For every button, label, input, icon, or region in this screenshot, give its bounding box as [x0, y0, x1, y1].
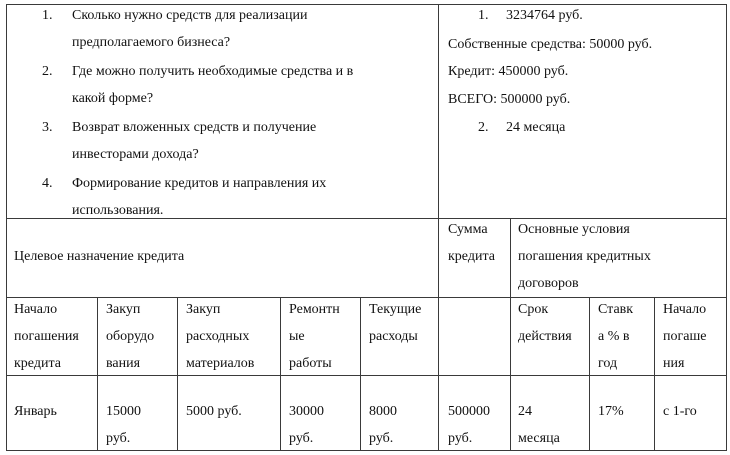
- amount-header-line-2: кредита: [448, 249, 495, 264]
- column-header-rate: Ставк: [598, 302, 634, 317]
- column-header-equipment: Закуп: [106, 302, 141, 317]
- cell-equipment: 15000: [106, 404, 141, 419]
- column-divider: [280, 297, 281, 451]
- table-border-right: [726, 4, 727, 451]
- column-header-equipment: вания: [106, 356, 141, 371]
- cell-current-expenses: 8000: [369, 404, 397, 419]
- question-4-line-2: использования.: [72, 203, 164, 218]
- cell-repairs: руб.: [289, 431, 314, 446]
- column-header-rate: а % в: [598, 329, 630, 344]
- table-border-left: [6, 4, 7, 451]
- answer-1-value: 3234764 руб.: [506, 8, 583, 23]
- column-header-materials: Закуп: [186, 302, 221, 317]
- total-text: ВСЕГО: 500000 руб.: [448, 92, 571, 107]
- question-4-number: 4.: [42, 176, 53, 191]
- column-header-repayment: Начало: [663, 302, 707, 317]
- column-header-current-expenses: Текущие: [369, 302, 422, 317]
- column-header-repayment-start: кредита: [14, 356, 61, 371]
- column-header-equipment: оборудо: [106, 329, 155, 344]
- column-header-repairs: ые: [289, 329, 305, 344]
- cell-current-expenses: руб.: [369, 431, 394, 446]
- question-4-line-1: Формирование кредитов и направления их: [72, 176, 327, 191]
- column-header-materials: расходных: [186, 329, 250, 344]
- question-1-number: 1.: [42, 8, 53, 23]
- question-3-line-2: инвесторами дохода?: [72, 147, 199, 162]
- question-2-number: 2.: [42, 64, 53, 79]
- column-header-materials: материалов: [186, 356, 255, 371]
- question-1-line-1: Сколько нужно средств для реализации: [72, 8, 308, 23]
- cell-credit-amount: руб.: [448, 431, 473, 446]
- answer-2-value: 24 месяца: [506, 120, 566, 135]
- column-header-current-expenses: расходы: [369, 329, 418, 344]
- conditions-header-line-1: Основные условия: [518, 222, 630, 237]
- column-divider: [177, 297, 178, 451]
- column-header-repayment: погаше: [663, 329, 707, 344]
- question-3-number: 3.: [42, 120, 53, 135]
- cell-materials: 5000 руб.: [186, 404, 242, 419]
- column-divider: [654, 297, 655, 451]
- answer-2-number: 2.: [478, 120, 489, 135]
- answer-1-number: 1.: [478, 8, 489, 23]
- cell-repairs: 30000: [289, 404, 324, 419]
- question-1-line-2: предполагаемого бизнеса?: [72, 35, 231, 50]
- own-funds-text: Собственные средства: 50000 руб.: [448, 37, 653, 52]
- cell-term: месяца: [518, 431, 560, 446]
- credit-text: Кредит: 450000 руб.: [448, 64, 569, 79]
- table-divider-conditions: [510, 218, 511, 451]
- column-header-repayment: ния: [663, 356, 685, 371]
- table-divider-answers: [438, 4, 439, 451]
- column-header-term: Срок: [518, 302, 549, 317]
- question-2-line-1: Где можно получить необходимые средства и в: [72, 64, 354, 79]
- question-2-line-2: какой форме?: [72, 91, 154, 106]
- column-header-repayment-start: Начало: [14, 302, 58, 317]
- column-header-rate: год: [598, 356, 618, 371]
- column-divider: [589, 297, 590, 451]
- column-divider: [97, 297, 98, 451]
- cell-repayment-start: Январь: [14, 404, 57, 419]
- cell-equipment: руб.: [106, 431, 131, 446]
- amount-header-line-1: Сумма: [448, 222, 488, 237]
- purpose-header: Целевое назначение кредита: [14, 249, 185, 264]
- cell-rate: 17%: [598, 404, 624, 419]
- cell-term: 24: [518, 404, 532, 419]
- column-header-term: действия: [518, 329, 572, 344]
- question-3-line-1: Возврат вложенных средств и получение: [72, 120, 317, 135]
- column-divider: [360, 297, 361, 451]
- column-header-repairs: работы: [289, 356, 332, 371]
- column-header-repairs: Ремонтн: [289, 302, 340, 317]
- column-header-repayment-start: погашения: [14, 329, 79, 344]
- cell-repayment: с 1-го: [663, 404, 697, 419]
- cell-credit-amount: 500000: [448, 404, 490, 419]
- conditions-header-line-2: погашения кредитных: [518, 249, 651, 264]
- conditions-header-line-3: договоров: [518, 276, 579, 291]
